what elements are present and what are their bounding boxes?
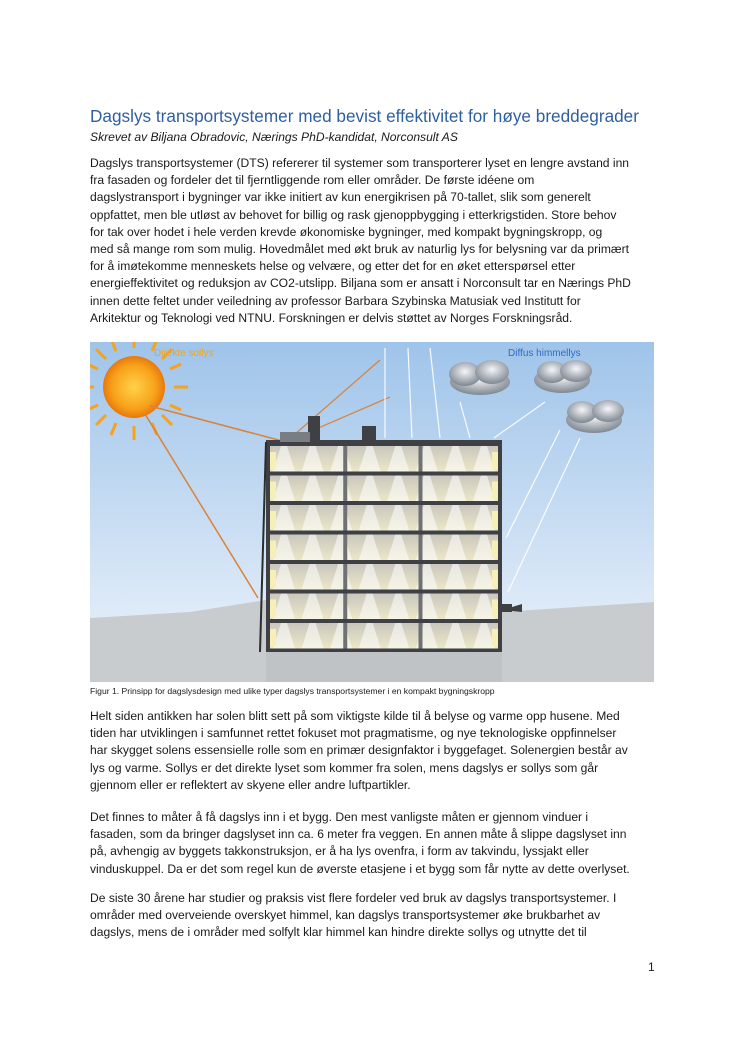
building-section [260,416,522,652]
column [418,505,422,531]
window-glow [270,541,276,559]
text-line: dagslystransport i bygninger var ikke initiert av kun energikrisen på 70-tallet, slik som generelt [90,190,591,205]
paragraph-history [90,708,656,794]
text-line: fra fasaden og fordeler det til fjerntliggende rom eller områder. De første idéene om [90,173,535,188]
column [343,446,347,472]
text-line: Helt siden antikken har solen blitt sett på som viktigste kilde til å belyse og varme opp husene. Med [90,709,620,723]
text-line: har skygget solens essensielle rolle som en primær designfaktor i byggefaget. Solenergien består av [90,743,628,758]
text-line: De siste 30 årene har studier og praksis vist flere fordeler ved bruk av dagslys transportsystemer. I [90,891,617,905]
column [418,446,422,472]
text-line: Det finnes to måter å få dagslys inn i et bygg. Den mest vanligste måten er gjennom vinduer i [90,810,589,824]
window-glow [492,541,498,559]
direct-sunlight-label: Direkte sollys [154,348,214,359]
window-glow [270,570,276,588]
figure-caption: Figur 1. Prinsipp for dagslysdesign med ulike typer dagslys transportsystemer i en kompakt bygningskropp [90,686,495,696]
article-title: Dagslys transportsystemer med bevist effektivitet for høye breddegrader [90,106,639,126]
text-line: områder med overveiende overskyet himmel, kan dagslys transportsystemer øke brukbarhet av [90,908,601,923]
text-line: på, avhengig av byggets takkonstruksjon, er å ha lys ovenfra, i form av takvindu, lyssjakt eller [90,844,589,859]
text-line: gjennom eller er reflektert av skyene eller andre luftpartikler. [90,777,411,792]
text-line: med så mange rom som mulig. Hovedmålet med økt bruk av naturlig lys for belysning var da primært [90,242,630,257]
window-glow [270,511,276,529]
text-line: fasaden, som da bringer dagslyset inn ca. 6 meter fra veggen. En annen måte å slippe dagslyset inn [90,827,627,842]
window-glow [270,482,276,500]
text-line: Arkitektur og Teknologi ved NTNU. Forskningen er delvis støttet av Norges Forskningsråd. [90,310,573,325]
window-glow [492,629,498,647]
window-glow [492,482,498,500]
window-glow [492,570,498,588]
building-daylight-figure [90,342,654,682]
column [343,505,347,531]
window-glow [492,600,498,618]
text-line: lys og varme. Sollys er det direkte lyset som kommer fra solen, mens dagslys er sollys som går [90,760,599,775]
column [418,594,422,620]
window-glow [270,629,276,647]
column [343,535,347,561]
window-glow [492,452,498,470]
diffuse-skylight-label: Diffus himmellys [508,348,581,359]
column [343,623,347,649]
text-line: tiden har utviklingen i samfunnet rettet fokuset mot pragmatisme, og nye teknologiske oppfinnelser [90,726,617,741]
column [343,594,347,620]
column [418,535,422,561]
text-line: for å imøtekomme menneskets helse og velvære, og etter det for en øket etterspørsel etter [90,259,576,274]
paragraph-benefits [90,890,656,942]
column [418,623,422,649]
window-glow [492,511,498,529]
text-line: innen dette feltet under veiledning av professor Barbara Szybinska Matusiak ved Institutt for [90,293,581,308]
column [418,564,422,590]
window-glow [270,600,276,618]
figure-illustration [90,342,654,682]
column [343,476,347,502]
column [343,564,347,590]
text-line: energieffektivitet og reduksjon av CO2-utslipp. Biljana som er ansatt i Norconsult tar en Nærings PhD [90,276,631,291]
text-line: dagslys, mens de i områder med solfylt klar himmel kan hindre direkte sollys og utnytte det til [90,925,587,940]
paragraph-intro [90,155,656,327]
article-byline: Skrevet av Biljana Obradovic, Nærings PhD-kandidat, Norconsult AS [90,130,458,144]
column [418,476,422,502]
text-line: Dagslys transportsystemer (DTS) refererer til systemer som transporterer lyset en lengre avstand inn [90,156,630,170]
paragraph-methods [90,809,656,878]
page-number: 1 [648,960,655,974]
text-line: oppfattet, men ble utløst av behovet for billig og rask gjenoppbygging i etterkrigstiden. Store behov [90,207,617,222]
window-glow [270,452,276,470]
text-line: for tak over hodet i hele verden krevde økonomiske bygninger, med kompakt bygningskropp, og [90,224,603,239]
text-line: vinduskuppel. Da er det som regel kun de øverste etasjene i et bygg som får nytte av dette overlyset. [90,861,630,876]
